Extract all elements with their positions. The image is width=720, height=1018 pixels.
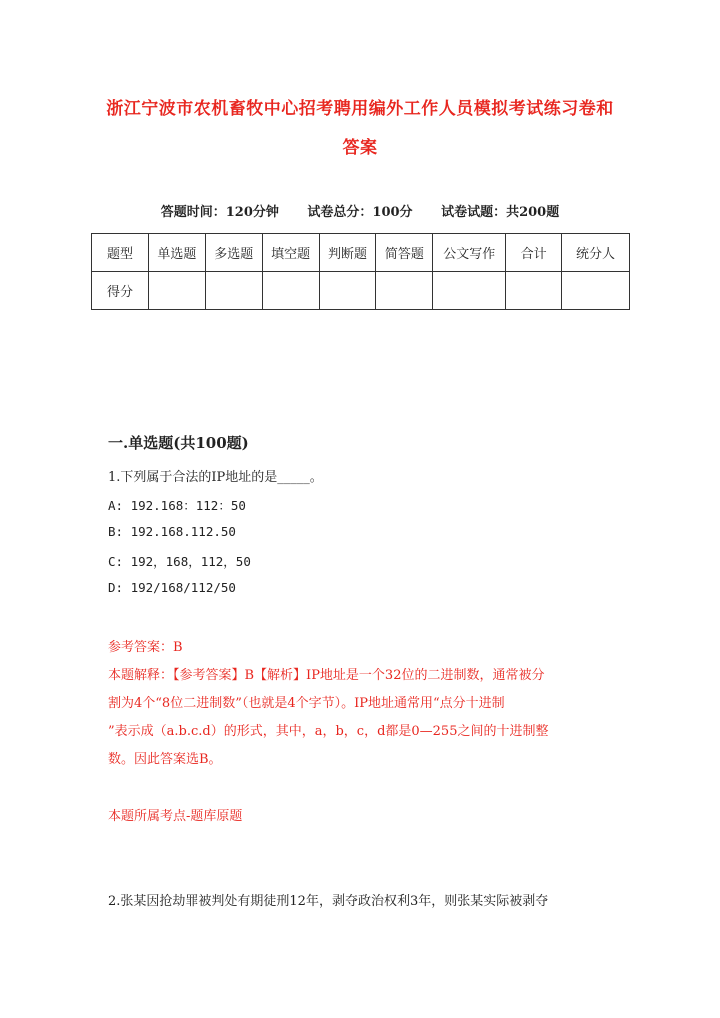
- question-1-explanation-line: 割为4个“8位二进制数”（也就是4个字节）。IP地址通常用“点分十进制: [108, 696, 505, 711]
- question-1-stem: 1.下列属于合法的IP地址的是_____。: [108, 470, 323, 485]
- question-1-answer: 参考答案：B: [108, 640, 183, 655]
- score-row-label: 得分: [92, 272, 149, 310]
- score-table-header: 简答题: [376, 234, 433, 272]
- score-table-score-row: [92, 272, 630, 310]
- score-cell: [433, 272, 506, 310]
- score-table-header: 合计: [506, 234, 562, 272]
- exam-total-score: 试卷总分：100分: [307, 205, 413, 220]
- question-1-explanation-line: 本题解释：【参考答案】B【解析】IP地址是一个32位的二进制数，通常被分: [108, 668, 545, 683]
- score-cell: [262, 272, 319, 310]
- score-cell: [562, 272, 630, 310]
- score-table-header: 单选题: [148, 234, 205, 272]
- question-1-explanation-line: 数。因此答案选B。: [108, 752, 222, 767]
- question-1-source: 本题所属考点-题库原题: [108, 809, 243, 824]
- score-cell: [205, 272, 262, 310]
- score-cell: [148, 272, 205, 310]
- question-1-option-d: D: 192/168/112/50: [108, 580, 236, 595]
- document-title-line-1: 浙江宁波市农机畜牧中心招考聘用编外工作人员模拟考试练习卷和: [106, 99, 614, 119]
- score-table-header: 统分人: [562, 234, 630, 272]
- score-cell: [376, 272, 433, 310]
- score-table-header: 填空题: [262, 234, 319, 272]
- score-table-header-row: [92, 234, 630, 272]
- exam-time: 答题时间：120分钟: [160, 205, 279, 220]
- score-table-header: 判断题: [319, 234, 376, 272]
- exam-question-count: 试卷试题：共200题: [441, 205, 560, 220]
- exam-meta: [0, 201, 720, 220]
- question-1-option-b: B: 192.168.112.50: [108, 524, 236, 539]
- score-table-header: 公文写作: [433, 234, 506, 272]
- score-table: [91, 233, 630, 310]
- question-1-option-a: A: 192.168：112：50: [108, 498, 246, 513]
- question-2-stem: 2.张某因抢劫罪被判处有期徒刑12年，剥夺政治权利3年，则张某实际被剥夺: [108, 894, 549, 909]
- question-1-option-c: C: 192，168，112，50: [108, 554, 251, 569]
- score-table-header: 题型: [92, 234, 149, 272]
- score-table-header: 多选题: [205, 234, 262, 272]
- section-title: 一.单选题(共100题): [108, 434, 249, 452]
- score-cell: [506, 272, 562, 310]
- score-cell: [319, 272, 376, 310]
- question-1-explanation-line: ”表示成（a.b.c.d）的形式，其中，a，b，c，d都是0—255之间的十进制整: [108, 724, 549, 739]
- document-title-line-2: 答案: [342, 138, 378, 158]
